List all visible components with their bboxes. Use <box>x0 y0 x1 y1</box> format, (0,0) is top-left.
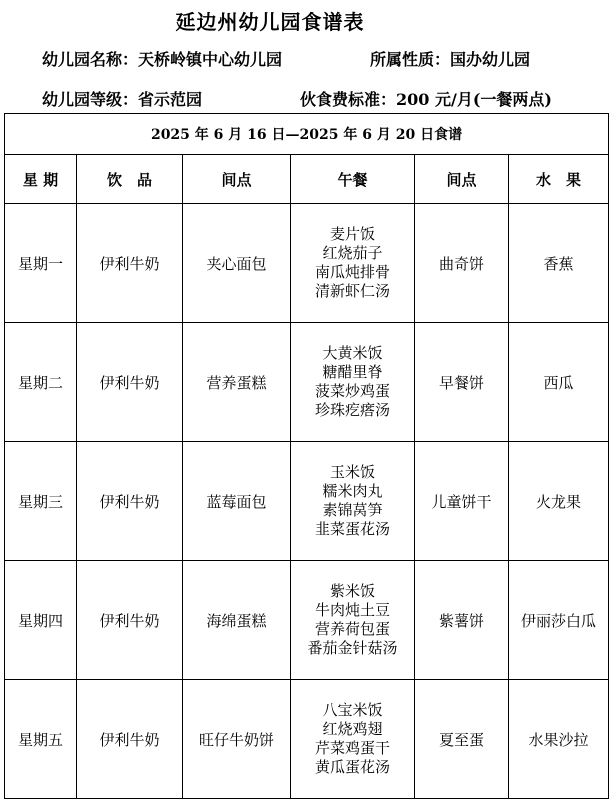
lunch-item: 营养荷包蛋 <box>314 620 390 638</box>
lunch-item: 麦片饭 <box>329 225 375 243</box>
menu-table <box>4 113 609 799</box>
lunch-item: 紫米饭 <box>329 582 375 600</box>
column-header-drink: 饮 品 <box>77 155 183 204</box>
lunch-item: 糯米肉丸 <box>322 482 383 500</box>
table-row <box>5 323 609 442</box>
lunch-item: 牛肉炖土豆 <box>314 601 390 619</box>
table-row <box>5 680 609 799</box>
lunch-item: 菠菜炒鸡蛋 <box>314 382 390 400</box>
lunch-item: 玉米饭 <box>329 463 375 481</box>
day-cell: 星期二 <box>5 323 77 442</box>
snack-morning-cell: 旺仔牛奶饼 <box>183 680 291 799</box>
column-header-fruit: 水 果 <box>509 155 609 204</box>
column-header-lunch: 午餐 <box>291 155 415 204</box>
drink-cell: 伊利牛奶 <box>77 442 183 561</box>
lunch-item: 南瓜炖排骨 <box>314 263 390 281</box>
drink-cell: 伊利牛奶 <box>77 323 183 442</box>
snack-morning-cell: 蓝莓面包 <box>183 442 291 561</box>
fruit-cell: 火龙果 <box>509 442 609 561</box>
table-row <box>5 561 609 680</box>
day-cell: 星期三 <box>5 442 77 561</box>
meal-fee-standard: 伙食费标准：200 元/月(一餐两点) <box>300 90 552 109</box>
lunch-item: 番茄金针菇汤 <box>307 639 398 657</box>
fruit-cell: 伊丽莎白瓜 <box>509 561 609 680</box>
snack-morning-cell: 夹心面包 <box>183 204 291 323</box>
lunch-item: 珍珠疙瘩汤 <box>314 401 390 419</box>
drink-cell: 伊利牛奶 <box>77 204 183 323</box>
fruit-cell: 水果沙拉 <box>509 680 609 799</box>
snack-afternoon-cell: 儿童饼干 <box>415 442 509 561</box>
column-header-snack-afternoon: 间点 <box>415 155 509 204</box>
date-range: 2025 年 6 月 16 日—2025 年 6 月 20 日食谱 <box>5 114 609 155</box>
date-range-row <box>5 114 609 155</box>
fruit-cell: 西瓜 <box>509 323 609 442</box>
kindergarten-name: 幼儿园名称：天桥岭镇中心幼儿园 <box>42 50 283 69</box>
kindergarten-nature: 所属性质：国办幼儿园 <box>370 50 531 69</box>
fruit-cell: 香蕉 <box>509 204 609 323</box>
header-row <box>5 155 609 204</box>
lunch-cell <box>291 323 415 442</box>
column-header-snack-morning: 间点 <box>183 155 291 204</box>
lunch-cell <box>291 442 415 561</box>
drink-cell: 伊利牛奶 <box>77 680 183 799</box>
snack-morning-cell: 营养蛋糕 <box>183 323 291 442</box>
lunch-item: 红烧鸡翅 <box>322 720 383 738</box>
lunch-item: 糖醋里脊 <box>322 363 383 381</box>
lunch-item: 八宝米饭 <box>322 701 383 719</box>
day-cell: 星期五 <box>5 680 77 799</box>
lunch-item: 芹菜鸡蛋干 <box>314 739 390 757</box>
lunch-item: 黄瓜蛋花汤 <box>314 758 390 776</box>
snack-morning-cell: 海绵蛋糕 <box>183 561 291 680</box>
snack-afternoon-cell: 紫薯饼 <box>415 561 509 680</box>
lunch-cell <box>291 680 415 799</box>
lunch-item: 大黄米饭 <box>322 344 383 362</box>
lunch-cell <box>291 561 415 680</box>
lunch-cell <box>291 204 415 323</box>
snack-afternoon-cell: 曲奇饼 <box>415 204 509 323</box>
day-cell: 星期四 <box>5 561 77 680</box>
lunch-item: 红烧茄子 <box>322 244 383 262</box>
page-title: 延边州幼儿园食谱表 <box>175 10 365 34</box>
table-row <box>5 442 609 561</box>
column-header-day: 星 期 <box>5 155 77 204</box>
lunch-item: 素锦莴笋 <box>322 501 383 519</box>
snack-afternoon-cell: 夏至蛋 <box>415 680 509 799</box>
table-row <box>5 204 609 323</box>
snack-afternoon-cell: 早餐饼 <box>415 323 509 442</box>
lunch-item: 韭菜蛋花汤 <box>314 520 390 538</box>
lunch-item: 清新虾仁汤 <box>314 282 390 300</box>
kindergarten-grade: 幼儿园等级：省示范园 <box>42 90 203 109</box>
drink-cell: 伊利牛奶 <box>77 561 183 680</box>
day-cell: 星期一 <box>5 204 77 323</box>
